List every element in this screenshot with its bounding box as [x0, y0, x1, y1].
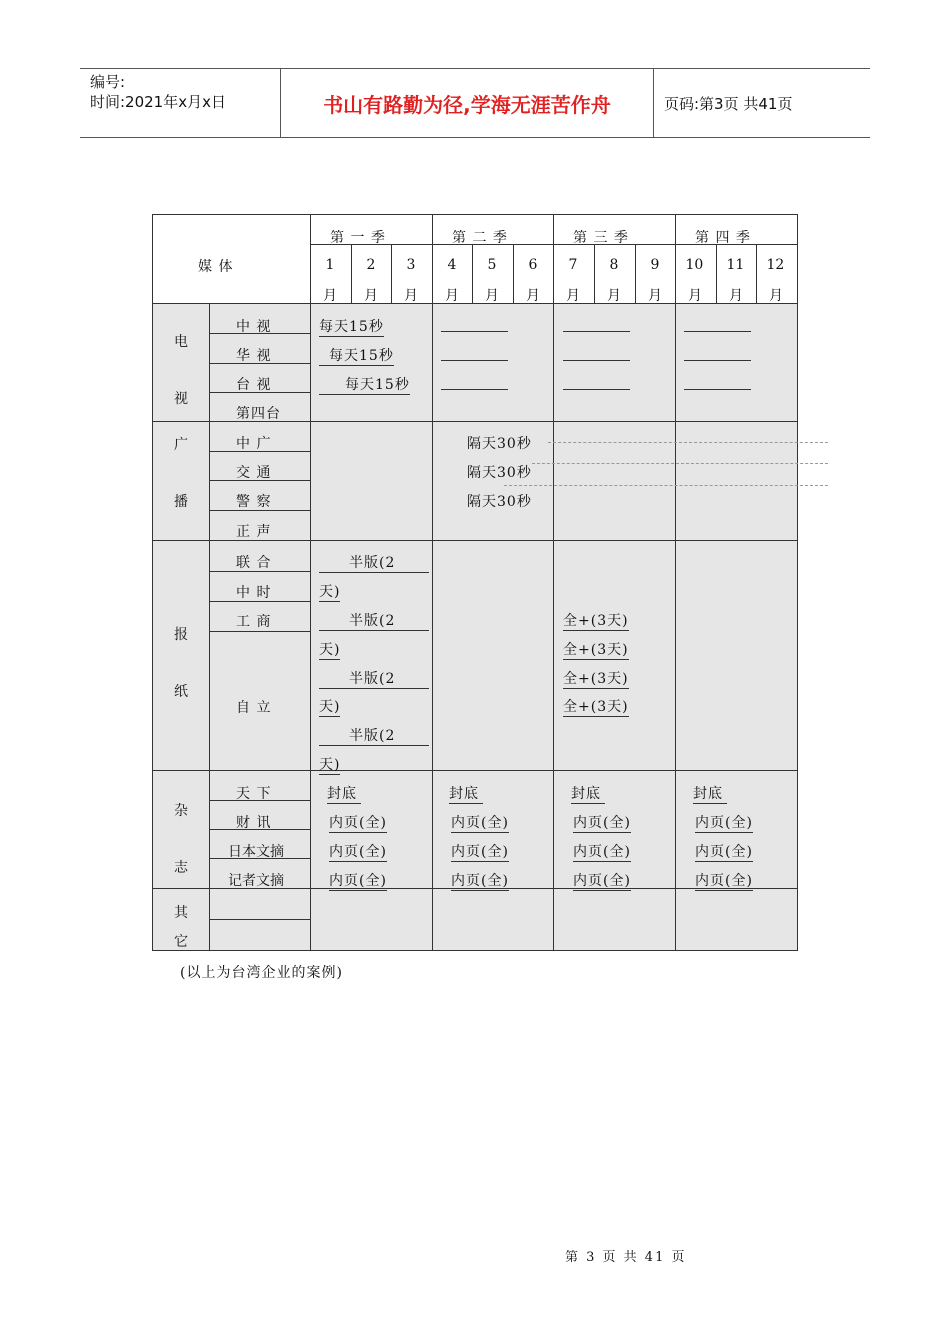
- radio-dash-line-1: [548, 442, 828, 443]
- radio-category-bottom: 播: [174, 494, 189, 510]
- number-label: 编号:: [90, 73, 126, 91]
- month-unit-8: 月: [607, 288, 622, 304]
- newspaper-q3-entry-4: 全+(3天): [563, 696, 629, 717]
- magazine-q3-entry-4: 内页(全): [573, 870, 631, 891]
- tv-q3-blank-1: [563, 331, 630, 332]
- newspaper-q1-entry-3-cont: 天): [319, 696, 340, 717]
- month-unit-6: 月: [526, 288, 541, 304]
- other-category-bottom: 它: [174, 934, 189, 950]
- month-number-11: 11: [726, 257, 745, 273]
- tv-category-bottom: 视: [174, 391, 189, 407]
- magazine-category-bottom: 志: [174, 860, 189, 876]
- media-schedule-table: [152, 214, 798, 951]
- magazine-q4-entry-1: 封底: [693, 783, 727, 804]
- month-unit-12: 月: [769, 288, 784, 304]
- newspaper-category-bottom: 纸: [174, 684, 189, 700]
- magazine-channel-3: 日本文摘: [228, 844, 284, 860]
- header-left: [80, 69, 280, 137]
- month-number-5: 5: [487, 257, 497, 273]
- time-label: 时间:2021年x月x日: [90, 93, 226, 111]
- radio-dash-line-3: [504, 485, 828, 486]
- quarter-3-header: 第 三 季: [573, 230, 629, 246]
- radio-channel-2: 交 通: [236, 465, 272, 481]
- magazine-channel-4: 记者文摘: [228, 873, 284, 889]
- magazine-q1-entry-1: 封底: [327, 783, 361, 804]
- table-note: (以上为台湾企业的案例): [180, 965, 343, 981]
- month-number-12: 12: [766, 257, 785, 273]
- month-number-9: 9: [650, 257, 660, 273]
- magazine-q2-entry-3: 内页(全): [451, 841, 509, 862]
- page-footer: 第 3 页 共 41 页: [565, 1250, 687, 1265]
- month-number-1: 1: [325, 257, 335, 273]
- magazine-q2-entry-1: 封底: [449, 783, 483, 804]
- tv-channel-3: 台 视: [236, 377, 272, 393]
- radio-q2-entry-3: 隔天30秒: [467, 494, 532, 510]
- magazine-q1-entry-2: 内页(全): [329, 812, 387, 833]
- newspaper-q1-entry-4-cont: 天): [319, 754, 340, 775]
- newspaper-q1-entry-4: 半版(2: [319, 725, 429, 746]
- header-motto: 书山有路勤为径,学海无涯苦作舟: [280, 69, 654, 137]
- tv-q3-blank-3: [563, 389, 630, 390]
- newspaper-channel-1: 联 合: [236, 555, 272, 571]
- month-unit-9: 月: [648, 288, 663, 304]
- magazine-q1-entry-4: 内页(全): [329, 870, 387, 891]
- tv-channel-2: 华 视: [236, 348, 272, 364]
- magazine-channel-1: 天 下: [236, 786, 272, 802]
- month-number-3: 3: [406, 257, 416, 273]
- magazine-q3-entry-1: 封底: [571, 783, 605, 804]
- month-number-2: 2: [366, 257, 376, 273]
- newspaper-q1-entry-3: 半版(2: [319, 668, 429, 689]
- radio-category-top: 广: [174, 437, 189, 453]
- quarter-1-header: 第 一 季: [330, 230, 386, 246]
- tv-q1-entry-3: 每天15秒: [319, 374, 410, 395]
- newspaper-q3-entry-1: 全+(3天): [563, 610, 629, 631]
- magazine-q4-entry-4: 内页(全): [695, 870, 753, 891]
- month-unit-4: 月: [445, 288, 460, 304]
- tv-q2-blank-1: [441, 331, 508, 332]
- radio-channel-3: 警 察: [236, 494, 272, 510]
- month-unit-7: 月: [566, 288, 581, 304]
- radio-dash-line-2: [532, 463, 828, 464]
- tv-q1-entry-1: 每天15秒: [319, 316, 384, 337]
- document-header: [80, 68, 870, 138]
- magazine-channel-2: 财 讯: [236, 815, 272, 831]
- newspaper-category-top: 报: [174, 627, 189, 643]
- month-number-7: 7: [568, 257, 578, 273]
- radio-channel-4: 正 声: [236, 524, 272, 540]
- newspaper-channel-3: 工 商: [236, 614, 272, 630]
- tv-category-top: 电: [174, 334, 189, 350]
- radio-q2-entry-2: 隔天30秒: [467, 465, 532, 481]
- month-unit-1: 月: [323, 288, 338, 304]
- media-header: 媒 体: [198, 259, 234, 275]
- magazine-q4-entry-2: 内页(全): [695, 812, 753, 833]
- tv-q4-blank-2: [684, 360, 751, 361]
- tv-q2-blank-3: [441, 389, 508, 390]
- header-page-info: 页码:第3页 共41页: [664, 94, 793, 113]
- radio-channel-1: 中 广: [236, 436, 272, 452]
- quarter-4-header: 第 四 季: [695, 230, 751, 246]
- tv-q2-blank-2: [441, 360, 508, 361]
- month-number-6: 6: [528, 257, 538, 273]
- tv-q4-blank-3: [684, 389, 751, 390]
- tv-channel-4: 第四台: [236, 406, 281, 422]
- magazine-category-top: 杂: [174, 803, 189, 819]
- magazine-q4-entry-3: 内页(全): [695, 841, 753, 862]
- month-unit-2: 月: [364, 288, 379, 304]
- magazine-q1-entry-3: 内页(全): [329, 841, 387, 862]
- tv-channel-1: 中 视: [236, 319, 272, 335]
- magazine-q2-entry-4: 内页(全): [451, 870, 509, 891]
- magazine-q3-entry-3: 内页(全): [573, 841, 631, 862]
- month-number-8: 8: [609, 257, 619, 273]
- month-unit-11: 月: [729, 288, 744, 304]
- tv-q1-entry-2: 每天15秒: [319, 345, 394, 366]
- newspaper-q1-entry-1-cont: 天): [319, 581, 340, 602]
- newspaper-q1-entry-2: 半版(2: [319, 610, 429, 631]
- newspaper-q3-entry-2: 全+(3天): [563, 639, 629, 660]
- magazine-q2-entry-2: 内页(全): [451, 812, 509, 833]
- tv-q3-blank-2: [563, 360, 630, 361]
- month-number-4: 4: [447, 257, 457, 273]
- magazine-q3-entry-2: 内页(全): [573, 812, 631, 833]
- month-unit-5: 月: [485, 288, 500, 304]
- month-unit-3: 月: [404, 288, 419, 304]
- quarter-2-header: 第 二 季: [452, 230, 508, 246]
- newspaper-q1-entry-1: 半版(2: [319, 552, 429, 573]
- newspaper-channel-4: 自 立: [236, 700, 272, 716]
- radio-q2-entry-1: 隔天30秒: [467, 436, 532, 452]
- newspaper-q3-entry-3: 全+(3天): [563, 668, 629, 689]
- month-unit-10: 月: [688, 288, 703, 304]
- newspaper-channel-2: 中 时: [236, 585, 272, 601]
- tv-q4-blank-1: [684, 331, 751, 332]
- other-category-top: 其: [174, 905, 189, 921]
- newspaper-q1-entry-2-cont: 天): [319, 639, 340, 660]
- month-number-10: 10: [685, 257, 704, 273]
